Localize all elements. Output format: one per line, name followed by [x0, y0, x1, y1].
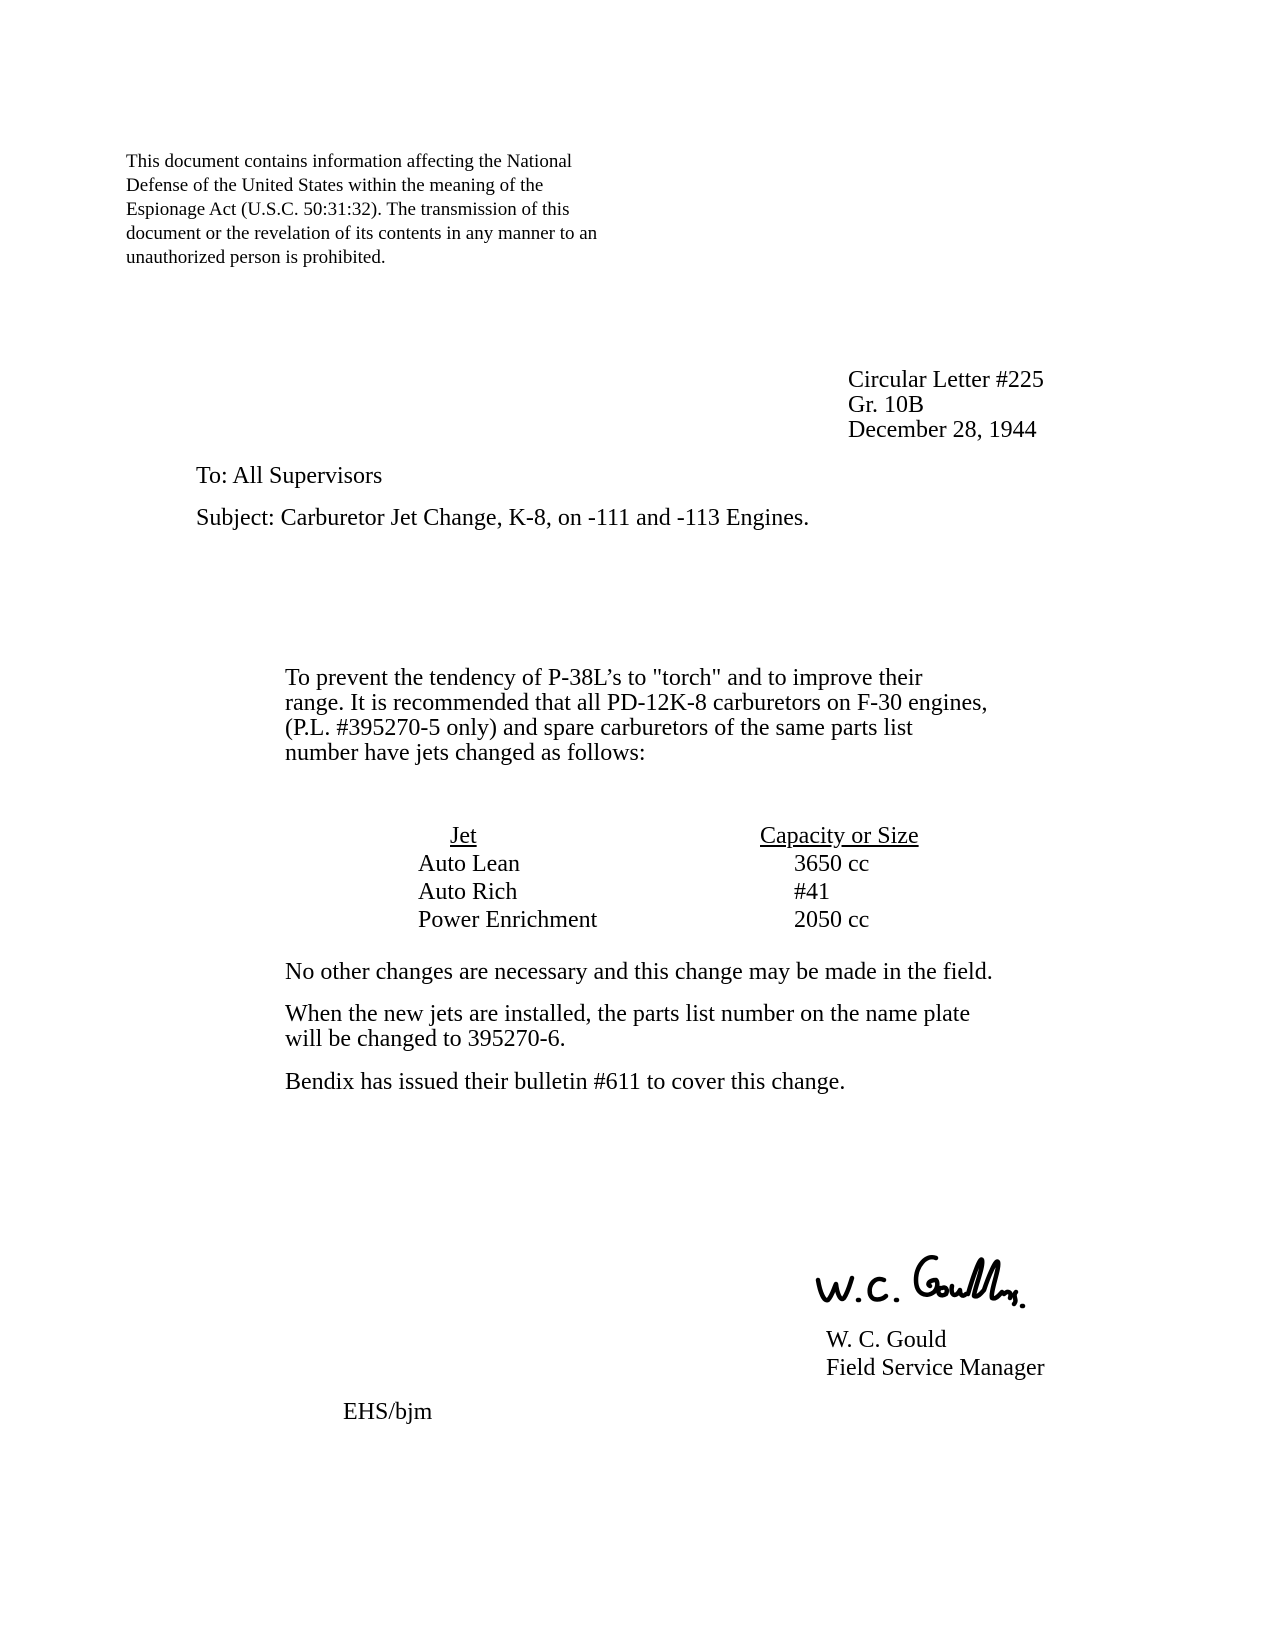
jets-table	[418, 822, 938, 934]
handwritten-signature	[812, 1250, 1042, 1320]
paragraph-line: Bendix has issued their bulletin #611 to cover this change.	[285, 1069, 846, 1095]
notice-line: unauthorized person is prohibited.	[126, 247, 386, 268]
table-row	[418, 850, 938, 878]
jet-name: Power Enrichment	[418, 907, 598, 933]
no-other-changes-paragraph	[285, 960, 1045, 985]
paragraph-line: (P.L. #395270-5 only) and spare carburetors of the same parts list	[285, 715, 913, 741]
letter-header	[848, 368, 1044, 443]
circular-number: Circular Letter #225	[848, 367, 1044, 393]
intro-paragraph	[285, 666, 1045, 766]
jet-name: Auto Lean	[418, 851, 520, 877]
notice-line: This document contains information affecting the National	[126, 151, 573, 172]
paragraph-line: will be changed to 395270-6.	[285, 1026, 566, 1052]
paragraph-line: When the new jets are installed, the parts list number on the name plate	[285, 1001, 971, 1027]
security-notice	[126, 150, 666, 270]
header-capacity: Capacity or Size	[760, 823, 919, 849]
jet-name: Auto Rich	[418, 879, 518, 905]
signer-name: W. C. Gould	[826, 1327, 947, 1353]
notice-line: Defense of the United States within the meaning of the	[126, 175, 544, 196]
signer-title: Field Service Manager	[826, 1355, 1045, 1381]
jet-capacity: 2050 cc	[794, 907, 870, 933]
reference-initials: EHS/bjm	[343, 1399, 433, 1425]
bendix-paragraph	[285, 1070, 1045, 1095]
letter-date: December 28, 1944	[848, 417, 1037, 443]
notice-line: Espionage Act (U.S.C. 50:31:32). The transmission of this	[126, 199, 570, 220]
table-header-row	[418, 822, 938, 850]
jet-capacity: #41	[794, 879, 830, 905]
new-jets-paragraph	[285, 1002, 1045, 1052]
jet-capacity: 3650 cc	[794, 851, 870, 877]
paragraph-line: range. It is recommended that all PD-12K-8 carburetors on F-30 engines,	[285, 690, 988, 716]
group-number: Gr. 10B	[848, 392, 925, 418]
notice-line: document or the revelation of its contents in any manner to an	[126, 223, 598, 244]
header-jet: Jet	[450, 823, 477, 849]
subject-line: Subject: Carburetor Jet Change, K-8, on -111 and -113 Engines.	[196, 505, 810, 531]
signature-block	[826, 1326, 1045, 1382]
to-line: To: All Supervisors	[196, 463, 383, 489]
paragraph-line: number have jets changed as follows:	[285, 740, 646, 766]
table-row	[418, 906, 938, 934]
paragraph-line: No other changes are necessary and this change may be made in the field.	[285, 959, 993, 985]
paragraph-line: To prevent the tendency of P-38L’s to "torch" and to improve their	[285, 665, 923, 691]
table-row	[418, 878, 938, 906]
